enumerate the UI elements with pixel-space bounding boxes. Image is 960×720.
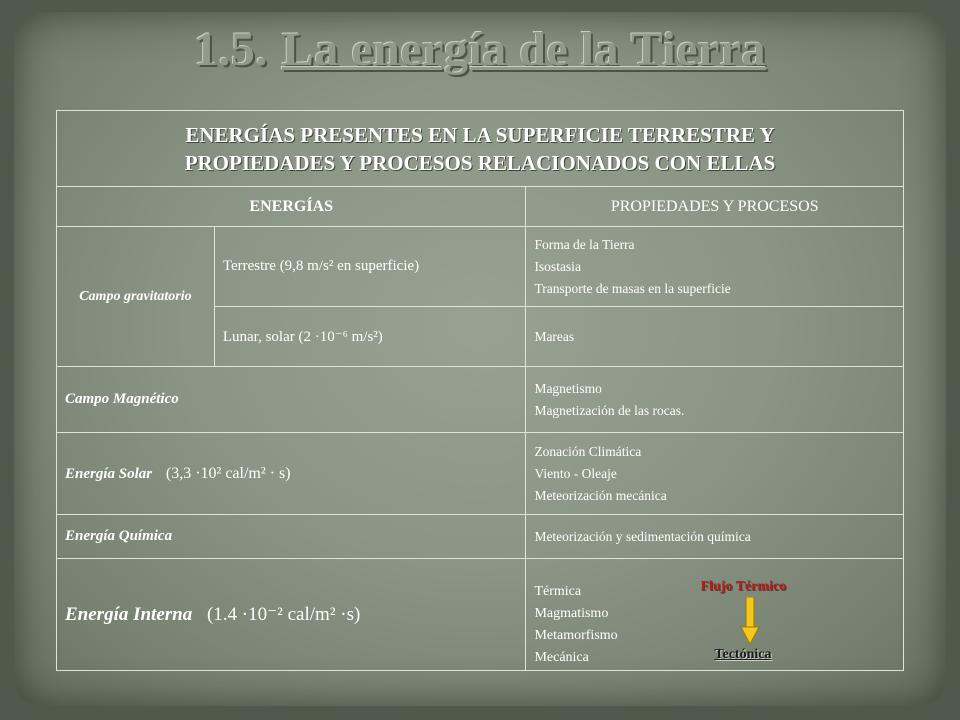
terrestre-props xyxy=(526,227,904,307)
campo-gravitatorio: Campo gravitatorio xyxy=(57,227,215,367)
prop-item: Meteorización mecánica xyxy=(534,487,667,503)
flujo-termico-label: Flujo Térmico xyxy=(700,578,787,594)
prop-item: Transporte de masas en la superficie xyxy=(534,280,731,296)
terrestre-cell: Terrestre (9,8 m/s² en superficie) xyxy=(214,227,526,307)
prop-item: Metamorfismo xyxy=(534,627,618,643)
energia-solar xyxy=(57,433,526,515)
title-number: 1.5. xyxy=(193,23,268,76)
tectonica-label: Tectónica xyxy=(714,646,772,662)
prop-item: Forma de la Tierra xyxy=(534,236,635,252)
col-propiedades: PROPIEDADES Y PROCESOS xyxy=(526,187,904,227)
prop-item: Mecánica xyxy=(534,649,589,665)
solar-value: (3,3 ·10² cal/m² · s) xyxy=(165,464,291,482)
header-line-1: ENERGÍAS PRESENTES EN LA SUPERFICIE TERRESTRE Y xyxy=(185,122,775,147)
prop-item: Magnetización de las rocas. xyxy=(534,402,685,418)
energia-interna xyxy=(57,559,526,671)
prop-item: Viento - Oleaje xyxy=(534,465,617,481)
prop-item: Zonación Climática xyxy=(534,443,642,459)
page-title xyxy=(0,22,960,77)
table-header xyxy=(57,111,904,187)
interna-label: Energía Interna xyxy=(65,604,193,625)
interna-props xyxy=(526,559,904,671)
header-line-2: PROPIEDADES Y PROCESOS RELACIONADOS CON ELLAS xyxy=(184,150,776,175)
interna-value: (1.4 ·10⁻² cal/m² ·s) xyxy=(206,604,361,625)
magnetico-props xyxy=(526,367,904,433)
title-text: La energía de la Tierra xyxy=(281,23,767,76)
prop-item: Térmica xyxy=(534,583,582,599)
lunar-cell: Lunar, solar (2 ·10⁻⁶ m/s²) xyxy=(214,307,526,367)
lunar-props: Mareas xyxy=(526,307,904,367)
down-arrow-icon xyxy=(740,597,760,645)
campo-magnetico: Campo Magnético xyxy=(57,367,526,433)
prop-item: Magmatismo xyxy=(534,605,609,621)
prop-item: Magnetismo xyxy=(534,380,602,396)
solar-label: Energía Solar xyxy=(65,465,153,482)
energia-quimica: Energía Química xyxy=(57,515,526,559)
col-energias: ENERGÍAS xyxy=(57,187,526,227)
prop-item: Isostasia xyxy=(534,258,581,274)
solar-props xyxy=(526,433,904,515)
quimica-props: Meteorización y sedimentación química xyxy=(526,515,904,559)
energy-table xyxy=(56,110,904,671)
